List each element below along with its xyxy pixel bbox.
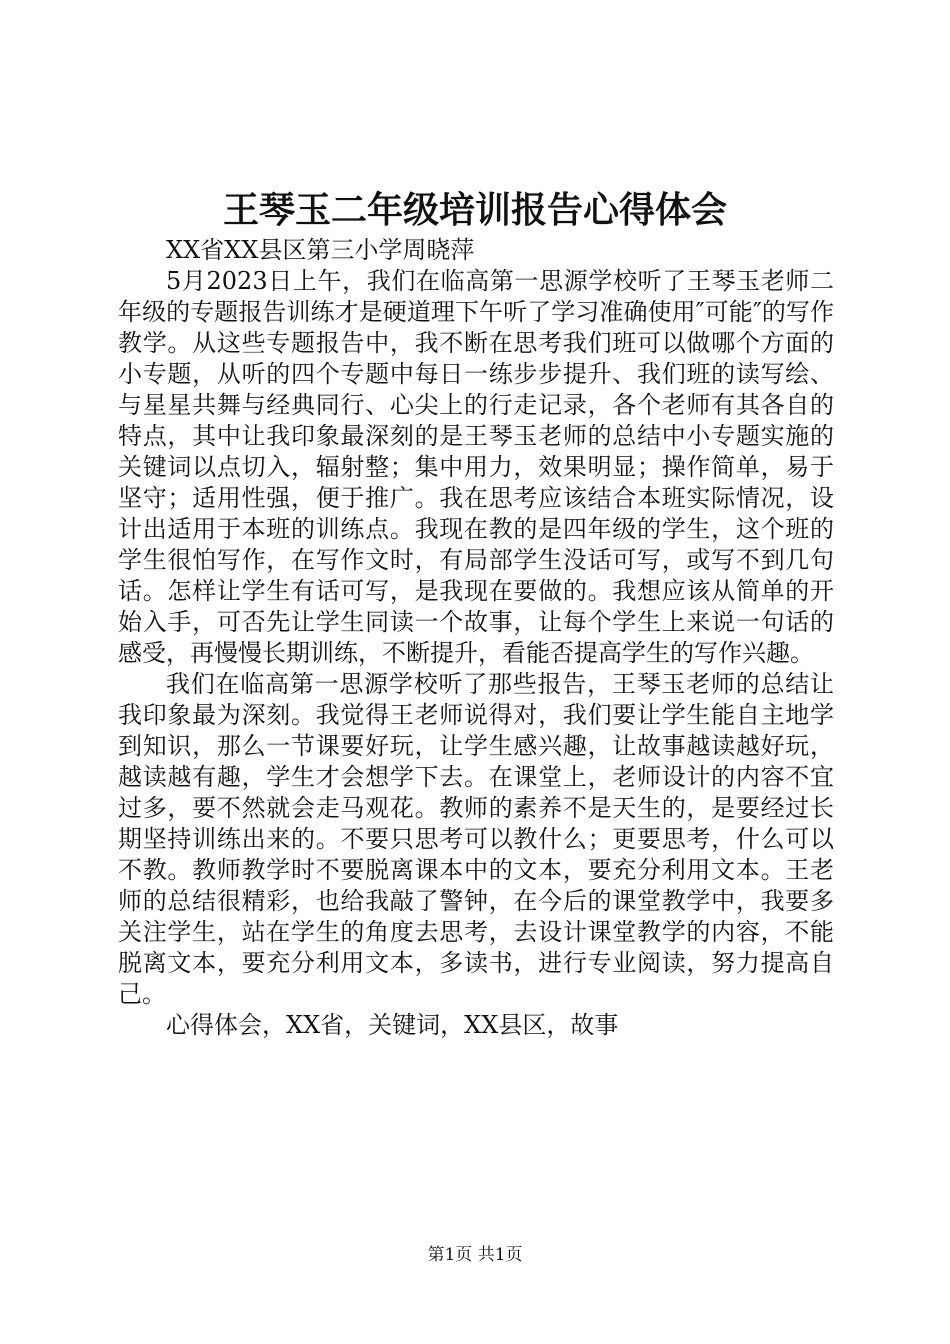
paragraph-1: 5月2023日上午，我们在临高第一思源学校听了王琴玉老师二年级的专题报告训练才是硬道理下午听了学习准确使用″可能″的写作教学。从这些专题报告中，我不断在思考我们班可以做哪个方面的小专题，从听的四个专题中每日一练步步提升、我们班的读写绘、与星星共舞与经典同行、心尖上的行走记录，各个老师有其各自的特点，其中让我印象最深刻的是王琴玉老师的总结中小专题实施的关键词以点切入，辐射整；集中用力，效果明显；操作简单，易于坚守；适用性强，便于推广。我在思考应该结合本班实际情况，设计出适用于本班的训练点。我现在教的是四年级的学生，这个班的学生很怕写作，在写作文时，有局部学生没话可写，或写不到几句话。怎样让学生有话可写，是我现在要做的。我想应该从简单的开始入手，可否先让学生同读一个故事，让每个学生上来说一句话的感受，再慢慢长期训练，不断提升，看能否提高学生的写作兴趣。 (118, 267, 834, 667)
page-footer: 第1页 共1页 (427, 1245, 523, 1265)
document-body (118, 235, 834, 1041)
paragraph-2: 我们在临高第一思源学校听了那些报告，王琴玉老师的总结让我印象最为深刻。我觉得王老师说得对，我们要让学生能自主地学到知识，那么一节课要好玩，让学生感兴趣，让故事越读越好玩，越读越有趣，学生才会想学下去。在课堂上，老师设计的内容不宜过多，要不然就会走马观花。教师的素养不是天生的，是要经过长期坚持训练出来的。不要只思考可以教什么；更要思考，什么可以不教。教师教学时不要脱离课本中的文本，要充分利用文本。王老师的总结很精彩，也给我敲了警钟，在今后的课堂教学中，我要多关注学生，站在学生的角度去思考，去设计课堂教学的内容，不能脱离文本，要充分利用文本，多读书，进行专业阅读，努力提高自己。 (118, 670, 834, 1008)
author-line: XX省XX县区第三小学周晓萍 (166, 236, 475, 264)
document-title: 王琴玉二年级培训报告心得体会 (222, 189, 727, 231)
keywords-line: 心得体会，XX省，关键词，XX县区，故事 (166, 1011, 619, 1039)
